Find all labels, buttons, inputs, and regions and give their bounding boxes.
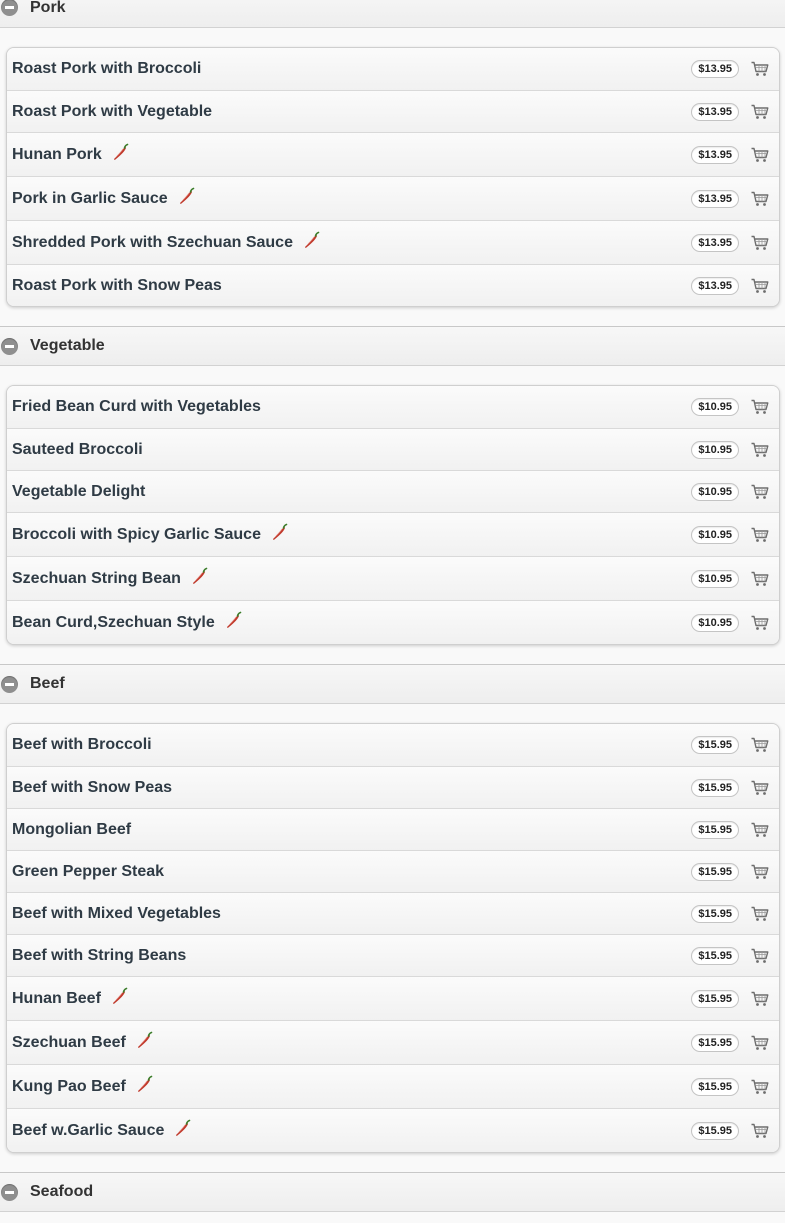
chili-pepper-icon (270, 523, 288, 541)
menu-item-name-wrap (12, 146, 129, 164)
price-badge: $13.95 (691, 234, 739, 252)
price-badge: $10.95 (691, 570, 739, 588)
menu-item[interactable] (7, 850, 779, 892)
menu-item-name-wrap (12, 483, 145, 501)
price-badge: $10.95 (691, 614, 739, 632)
menu-item-name-wrap (12, 60, 201, 78)
chili-pepper-icon (111, 143, 129, 161)
menu-item-name-wrap (12, 570, 208, 588)
menu-item-name: Hunan Pork (12, 145, 102, 163)
menu-item[interactable] (7, 766, 779, 808)
add-to-cart-icon[interactable] (751, 737, 769, 753)
add-to-cart-icon[interactable] (751, 948, 769, 964)
menu-item[interactable] (7, 512, 779, 556)
menu-item[interactable] (7, 48, 779, 90)
category-header-vegetable[interactable] (0, 326, 785, 366)
menu-item[interactable] (7, 90, 779, 132)
price-badge: $10.95 (691, 483, 739, 501)
menu-item-name-wrap (12, 1122, 191, 1140)
menu-item-name: Beef with Broccoli (12, 736, 152, 753)
category-title: Pork (30, 0, 66, 16)
add-to-cart-icon[interactable] (751, 906, 769, 922)
category-header-beef[interactable] (0, 664, 785, 704)
menu-item-name-wrap (12, 614, 242, 632)
menu-item[interactable] (7, 976, 779, 1020)
menu-item[interactable] (7, 470, 779, 512)
menu-item-name: Green Pepper Steak (12, 862, 165, 880)
chili-pepper-icon (135, 1031, 153, 1049)
category-title: Vegetable (30, 337, 105, 354)
menu-item[interactable] (7, 176, 779, 220)
menu-item[interactable] (7, 132, 779, 176)
menu-item-name-wrap (12, 821, 131, 839)
chili-pepper-icon (302, 231, 320, 249)
menu-item-name: Beef with Snow Peas (12, 778, 173, 796)
chili-pepper-icon (135, 1075, 153, 1093)
price-badge: $10.95 (691, 398, 739, 416)
collapse-minus-icon[interactable] (1, 1184, 18, 1201)
price-badge: $13.95 (691, 190, 739, 208)
add-to-cart-icon[interactable] (751, 864, 769, 880)
menu-item[interactable] (7, 264, 779, 306)
menu-item[interactable] (7, 1108, 779, 1152)
add-to-cart-icon[interactable] (751, 1079, 769, 1095)
menu-item-name: Szechuan Beef (12, 1033, 126, 1051)
menu-item[interactable] (7, 1064, 779, 1108)
category-header-pork[interactable] (0, 0, 785, 28)
menu-item-name-wrap (12, 234, 320, 252)
price-badge: $13.95 (691, 146, 739, 164)
menu-item-name: Kung Pao Beef (12, 1077, 126, 1095)
add-to-cart-icon[interactable] (751, 991, 769, 1007)
add-to-cart-icon[interactable] (751, 615, 769, 631)
price-badge: $13.95 (691, 277, 739, 295)
menu-item-name: Sauteed Broccoli (12, 440, 143, 458)
price-badge: $13.95 (691, 103, 739, 121)
menu-item-name: Fried Bean Curd with Vegetables (12, 398, 261, 415)
menu-item-name-wrap (12, 1078, 153, 1096)
menu-item[interactable] (7, 428, 779, 470)
menu-item-name-wrap (12, 990, 128, 1008)
price-badge: $13.95 (691, 60, 739, 78)
menu-item-name: Beef with String Beans (12, 946, 187, 964)
menu-item-name-wrap (12, 398, 261, 416)
menu-item-name-wrap (12, 863, 164, 881)
menu-item[interactable] (7, 934, 779, 976)
menu-item-name: Pork in Garlic Sauce (12, 189, 168, 207)
price-badge: $15.95 (691, 821, 739, 839)
menu-item-list (6, 385, 780, 645)
add-to-cart-icon[interactable] (751, 822, 769, 838)
menu-item-list (6, 47, 780, 307)
chili-pepper-icon (177, 187, 195, 205)
menu-item-name: Bean Curd,Szechuan Style (12, 613, 215, 631)
add-to-cart-icon[interactable] (751, 191, 769, 207)
menu-item-name-wrap (12, 947, 186, 965)
menu-item-name-wrap (12, 779, 172, 797)
menu-item-name: Vegetable Delight (12, 482, 146, 500)
price-badge: $15.95 (691, 1122, 739, 1140)
menu-item-name-wrap (12, 190, 195, 208)
menu-item-name: Hunan Beef (12, 989, 101, 1007)
collapse-minus-icon[interactable] (1, 676, 18, 693)
price-badge: $15.95 (691, 736, 739, 754)
add-to-cart-icon[interactable] (751, 235, 769, 251)
menu-item-name-wrap (12, 103, 212, 121)
menu-item-name: Mongolian Beef (12, 820, 132, 838)
menu-item-name: Roast Pork with Snow Peas (12, 276, 222, 294)
price-badge: $15.95 (691, 990, 739, 1008)
menu-item-name: Broccoli with Spicy Garlic Sauce (12, 525, 261, 543)
add-to-cart-icon[interactable] (751, 147, 769, 163)
menu-item[interactable] (7, 892, 779, 934)
add-to-cart-icon[interactable] (751, 1035, 769, 1051)
menu-item-name-wrap (12, 1034, 153, 1052)
chili-pepper-icon (110, 987, 128, 1005)
menu-item-name: Roast Pork with Vegetable (12, 102, 213, 120)
menu-item[interactable] (7, 724, 779, 766)
menu-item-name-wrap (12, 441, 143, 459)
menu-item-name: Roast Pork with Broccoli (12, 60, 202, 77)
add-to-cart-icon[interactable] (751, 399, 769, 415)
add-to-cart-icon[interactable] (751, 484, 769, 500)
menu-item-name: Shredded Pork with Szechuan Sauce (12, 233, 293, 251)
add-to-cart-icon[interactable] (751, 571, 769, 587)
chili-pepper-icon (224, 611, 242, 629)
menu-item[interactable] (7, 600, 779, 644)
menu-item[interactable] (7, 808, 779, 850)
category-title: Beef (30, 675, 65, 692)
add-to-cart-icon[interactable] (751, 527, 769, 543)
menu-item-name: Szechuan String Bean (12, 569, 181, 587)
add-to-cart-icon[interactable] (751, 780, 769, 796)
menu-item-name-wrap (12, 736, 152, 754)
chili-pepper-icon (190, 567, 208, 585)
price-badge: $15.95 (691, 779, 739, 797)
price-badge: $15.95 (691, 863, 739, 881)
price-badge: $15.95 (691, 905, 739, 923)
add-to-cart-icon[interactable] (751, 1123, 769, 1139)
menu-item-name-wrap (12, 277, 222, 295)
add-to-cart-icon[interactable] (751, 61, 769, 77)
add-to-cart-icon[interactable] (751, 104, 769, 120)
menu-item-name: Beef w.Garlic Sauce (12, 1121, 165, 1139)
price-badge: $15.95 (691, 1078, 739, 1096)
menu-item-name-wrap (12, 526, 288, 544)
menu-item-name-wrap (12, 905, 221, 923)
add-to-cart-icon[interactable] (751, 278, 769, 294)
category-title: Seafood (30, 1183, 94, 1200)
price-badge: $10.95 (691, 526, 739, 544)
price-badge: $10.95 (691, 441, 739, 459)
menu-item[interactable] (7, 386, 779, 428)
chili-pepper-icon (173, 1119, 191, 1137)
collapse-minus-icon[interactable] (1, 0, 18, 16)
menu-item[interactable] (7, 220, 779, 264)
price-badge: $15.95 (691, 1034, 739, 1052)
collapse-minus-icon[interactable] (1, 338, 18, 355)
menu-item[interactable] (7, 1020, 779, 1064)
menu-item-name: Beef with Mixed Vegetables (12, 904, 221, 922)
category-header-seafood[interactable] (0, 1172, 785, 1212)
add-to-cart-icon[interactable] (751, 442, 769, 458)
price-badge: $15.95 (691, 947, 739, 965)
menu-item[interactable] (7, 556, 779, 600)
menu-item-list (6, 723, 780, 1153)
